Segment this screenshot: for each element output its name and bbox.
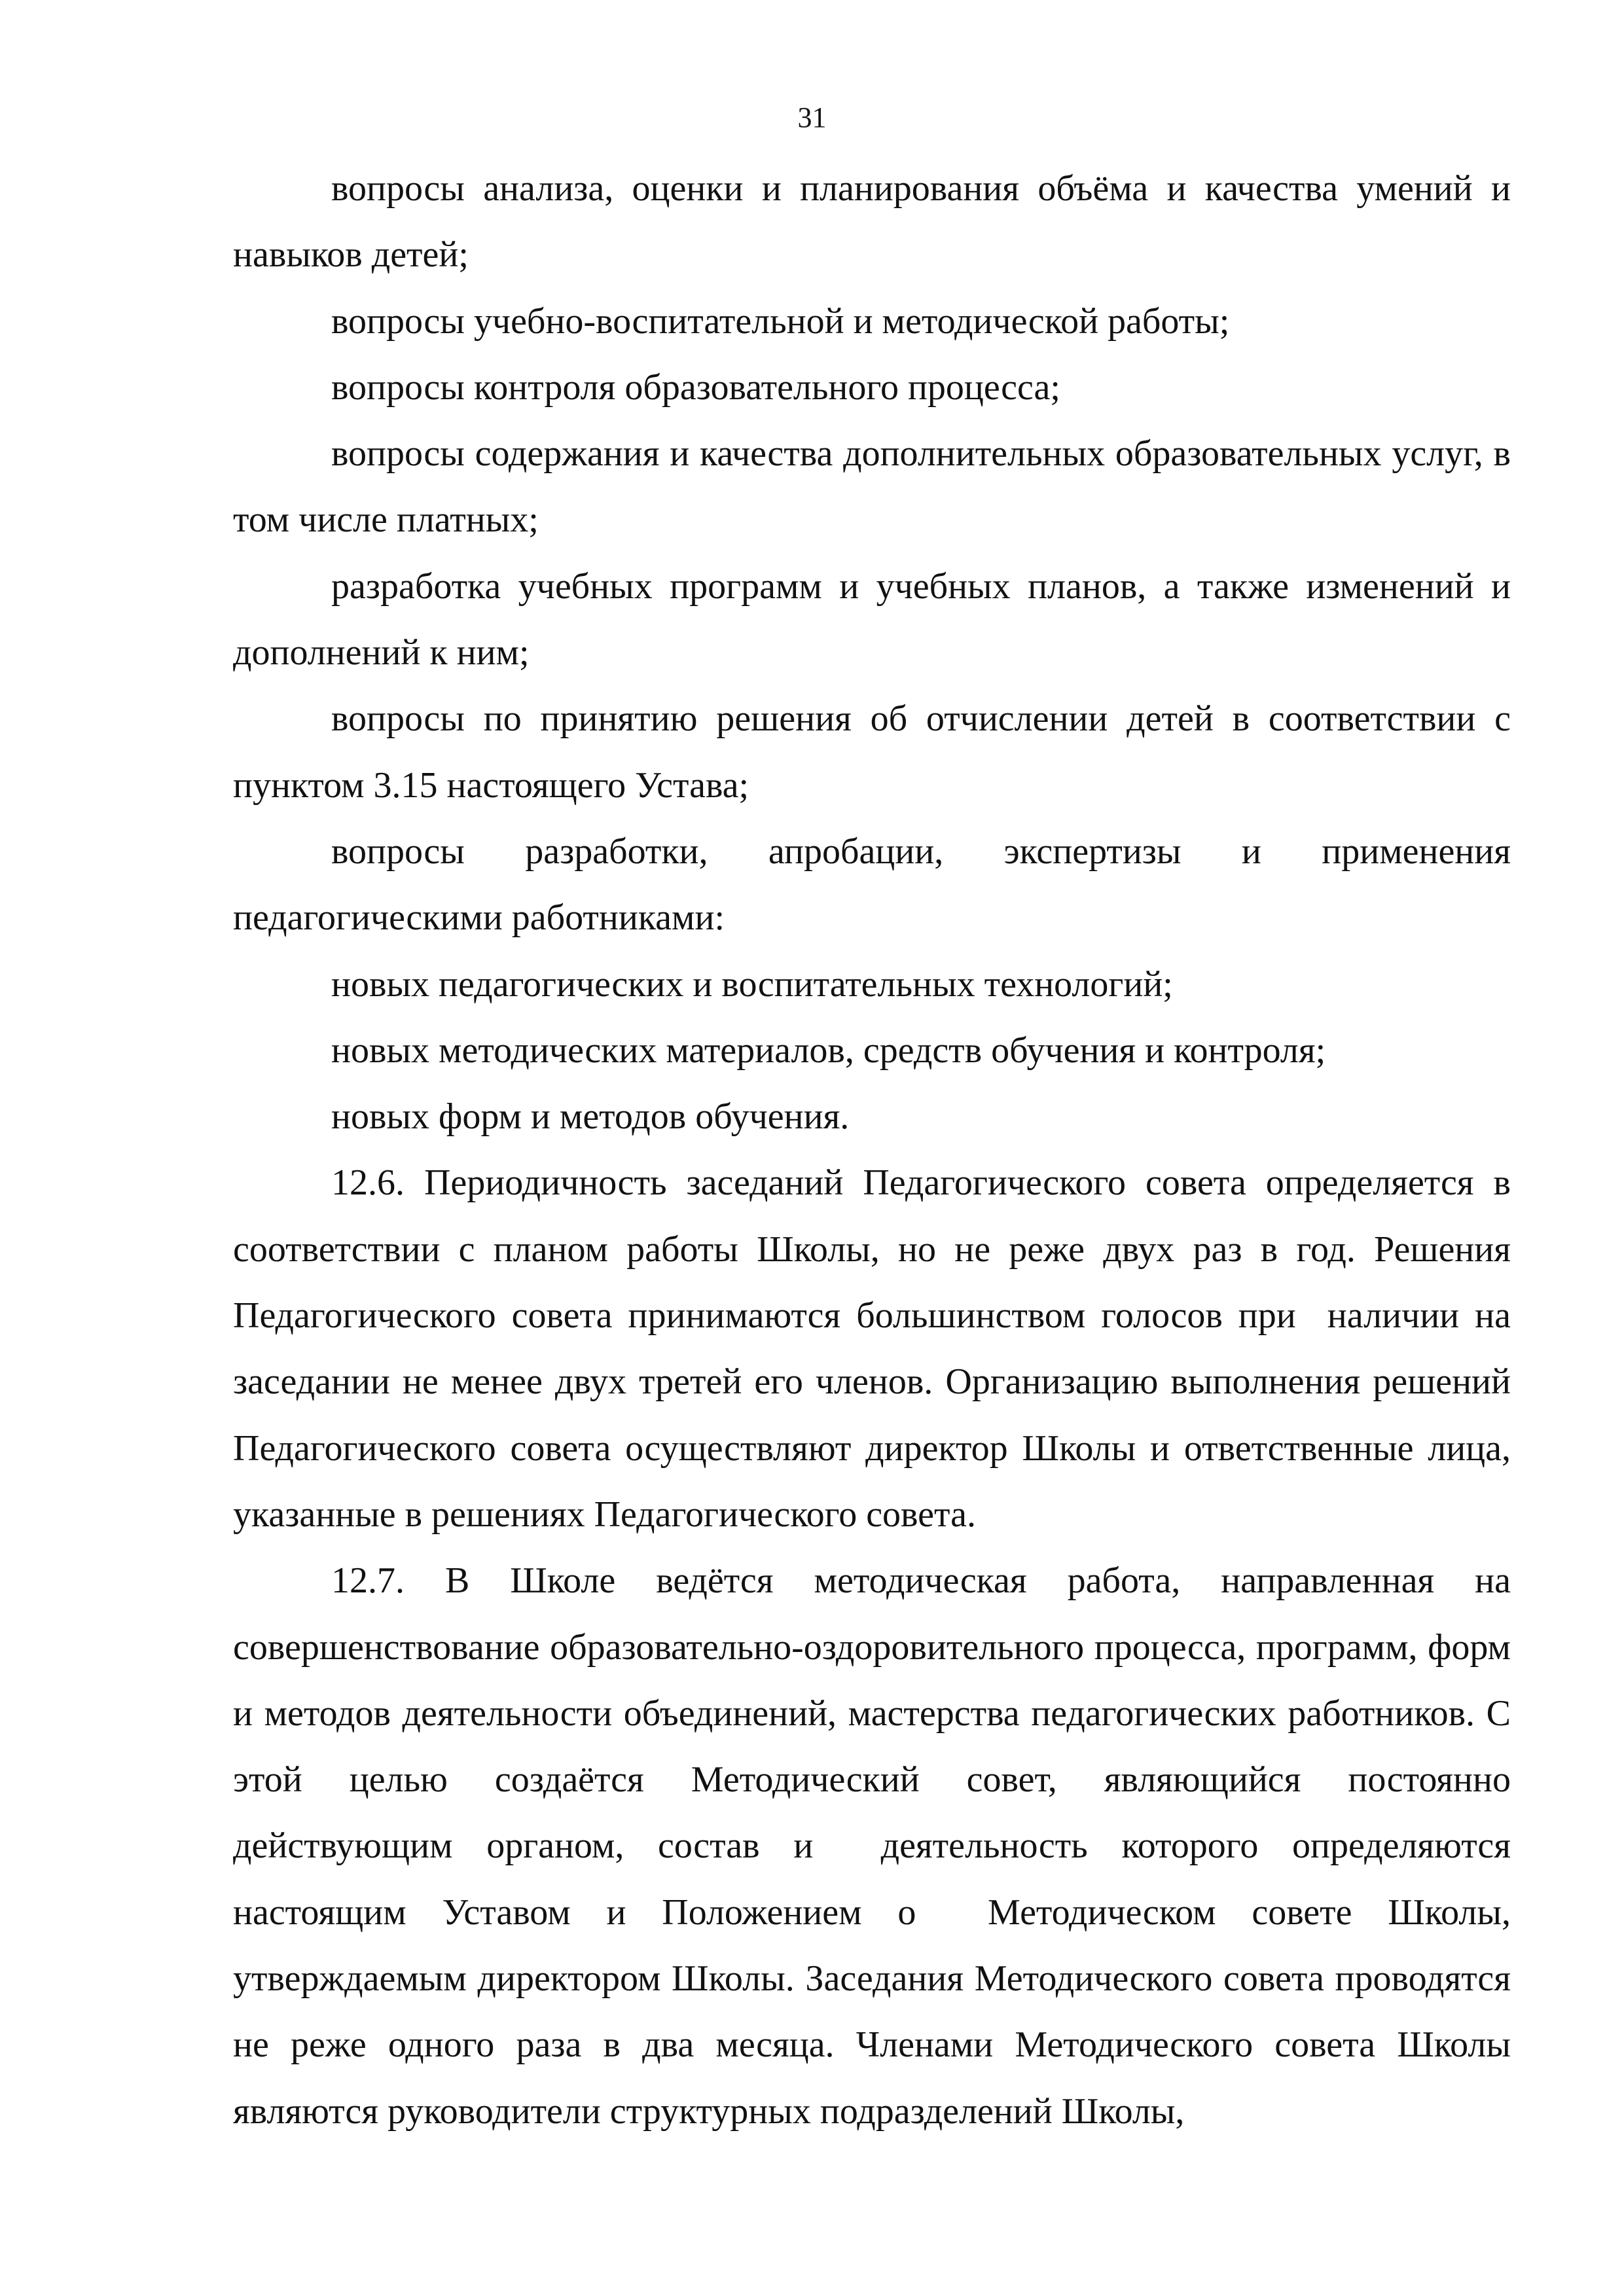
page-number: 31 bbox=[797, 101, 827, 134]
paragraph-educational-work: вопросы учебно-воспитательной и методической работы; bbox=[331, 300, 1230, 342]
paragraph-new-methods: новых форм и методов обучения. bbox=[331, 1096, 850, 1138]
paragraph-new-technologies: новых педагогических и воспитательных технологий; bbox=[331, 963, 1173, 1005]
paragraph-development-questions: вопросы разработки, апробации, экспертизы и применения педагогическими работниками: bbox=[233, 831, 1520, 939]
paragraph-section-12-6: 12.6. Периодичность заседаний Педагогического совета определяется в соответствии с планом работы Школы, но не реже двух раз в год. Решения Педагогического совета принимаются большинством голосов при наличии на заседании не менее двух третей его членов. Организацию выполнения решений Педагогического совета осуществляют директор Школы и ответственные лица, указанные в решениях Педагогического совета. bbox=[233, 1162, 1520, 1535]
paragraph-curriculum-development: разработка учебных программ и учебных планов, а также изменений и дополнений к ним; bbox=[233, 565, 1520, 673]
body-text bbox=[233, 156, 1520, 2145]
paragraph-expulsion-decisions: вопросы по принятию решения об отчислении детей в соответствии с пунктом 3.15 настоящего Устава; bbox=[233, 698, 1520, 806]
paragraph-process-control: вопросы контроля образовательного процесса; bbox=[331, 367, 1060, 408]
paragraph-section-12-7: 12.7. В Школе ведётся методическая работа, направленная на совершенствование образовательно-оздоровительного процесса, программ, форм и методов деятельности объединений, мастерства педагогических работников. С этой целью создаётся Методический совет, являющийся постоянно действующим органом, состав и деятельность которого определяются настоящим Уставом и Положением о Методическом совете Школы, утверждаемым директором Школы. Заседания Методического совета проводятся не реже одного раза в два месяца. Членами Методического совета Школы являются руководители структурных подразделений Школы, bbox=[233, 1560, 1520, 2132]
paragraph-additional-services: вопросы содержания и качества дополнительных образовательных услуг, в том числе платных; bbox=[233, 433, 1520, 541]
paragraph-analysis-questions: вопросы анализа, оценки и планирования объёма и качества умений и навыков детей; bbox=[233, 168, 1520, 276]
paragraph-new-materials: новых методических материалов, средств обучения и контроля; bbox=[331, 1030, 1326, 1071]
